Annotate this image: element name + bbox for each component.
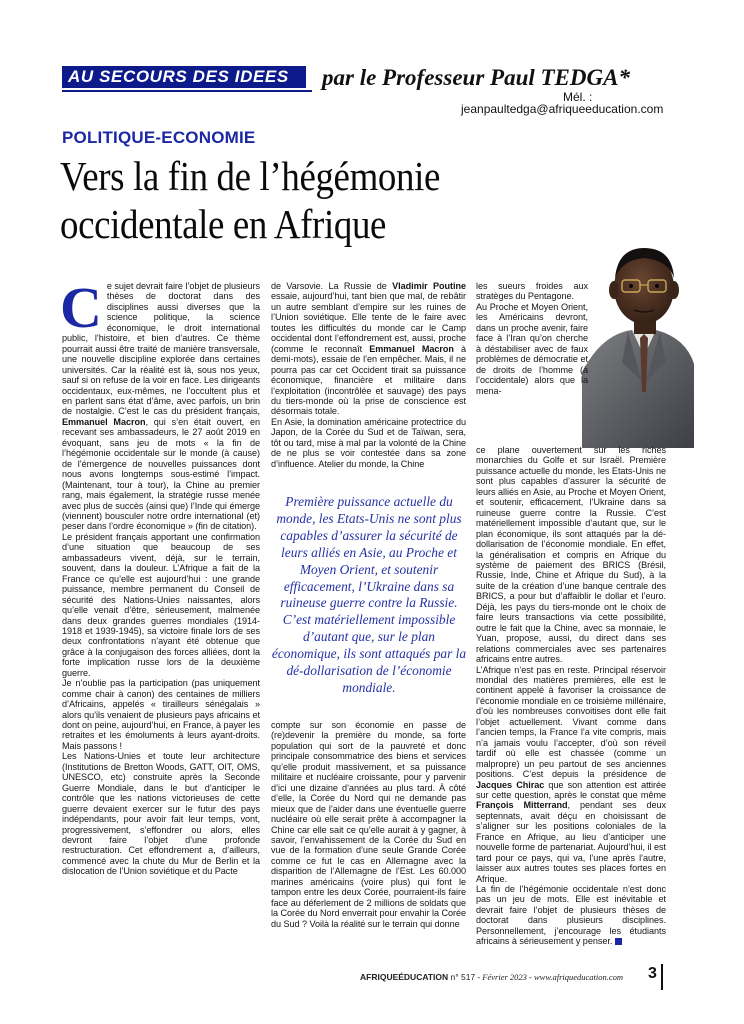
paragraph: de Varsovie. La Russie de Vladimir Poutine essaie, aujourd’hui, tant bien que mal, de rebâtir un autre semblant d’empire sur les ruines de l’Union soviétique. Elle tente de le faire avec toutes les difficultés du monde car le Camp occidental dont l’effondrement est, aussi, proche (comme le reconnaît Emmanuel Macron à demi-mots), essaie de l’en empêcher. Mais, il ne pourra pas car cet Occident tirait sa puissance économique, financière et militaire dans l’exploitation (incontrôlée et sauvage) des pays du tiers-monde où la prise de conscience est désormais totale. [271,281,467,417]
paragraph: e sujet devrait faire l’objet de plusieurs thèses de doctorat dans des disciplines aussi diverses que la science politique, la science économique, le droit international public, l’histoire, et bien d’autres. Ce thème pourrait aussi être traité de manière transversale, une nouvelle discipline explorée dans certaines universités. Car la réalité est là, sous nos yeux, sauf si on refuse de la voir en face. Les dirigeants occidentaux, eux-mêmes, ne l’occultent plus et en parlent sans état d’âme, avec parfois, un brin de nostalgie. C’est le cas du président français, Emmanuel Macron, qui s’en était ouvert, en recevant ses ambassadeurs, le 27 août 2019 en évoquant, sans jeu de mots « la fin de l’hégémonie occidentale sur le monde (à cause) de l’émergence de nouvelles puissances dont nous avons longtemps sous-estimé l’impact. (Maintenant, tour à tour), la Chine au premier rang, mais également, la stratégie russe menée avec plus de succès (ainsi que) l’Inde qui émerge (viennent) bousculer notre ordre international (et) peser dans l’ordre économique » (fin de citation). [62,281,260,532]
pull-quote: Première puissance actuelle du monde, les Etats-Unis ne sont plus capables d’assurer la sécurité de leurs alliés en Asie, au Proche et Moyen Orient, et soutenir efficacement, l’Ukraine dans sa ruineuse guerre contre la Russie. C’est matériellement impossible d’autant que, sur le plan économique, ils sont attaqués par la dé-dollarisation de l’économie mondiale. [271,494,467,695]
paragraph: L’Afrique n’est pas en reste. Principal réservoir mondial des matières premières, elle est le continent appelé à favoriser la croissance de l’économie mondiale en ce troisième millénaire, d’où les nombreuses convoitises dont elle fait l’objet actuellement. Vivant comme dans l’ancien temps, la France l’a vite compris, mais n’a jamais voulu l’accepter, d’où son réveil tardif où elle est chassée (comme un malpropre) un peu partout de ses anciennes positions. C’est depuis la présidence de Jacques Chirac que son attention est attirée sur cette question, après le constat que même François Mitterrand, pendant ses deux septennats, avait déçu en choisissant de s’aligner sur les positions coloniales de la France en Afrique, au lieu d’anticiper une nouvelle forme de partenariat. Aujourd’hui, il est tard pour ce pays, qui va, l’une après l’autre, laisser aux autres toutes ses places fortes en Afrique. [476,664,666,884]
paragraph: les sueurs froides aux stratèges du Pentagone. [476,281,588,302]
page-number: 3 [648,965,657,982]
person-name: François Mitterrand [476,800,568,811]
paragraph: Au Proche et Moyen Orient, les Américains devront, dans un proche avenir, faire face à l’Iran qu’on cherche à déstabiliser avec de faux problèmes de démocratie et de droits de l’homme (à l’occidentale) alors que la mena- [476,301,588,396]
paragraph: compte sur son économie en passe de (re)devenir la première du monde, sa forte population qui sort de la pauvreté et donc principale consommatrice des biens et services qu’elle produit massivement, et sa puissance militaire et nucléaire croissante, pour y parvenir d’ici une dizaine d’années au plus tard. À côté d’elle, la Corée du Nord qui ne demande pas mieux que de l’aider dans une éventuelle guerre nucléaire où elle serait prête à accompagner la Chine car elle sait ce qu’elle aurait à y gagner, à savoir, l’envahissement de la Corée du Sud en vue de la formation d’une seule Grande Corée comme ce fut le cas en Allemagne avec la disparition de l’Allemagne de l’Est. Les 60.000 marines américains (voire plus) qui font le tampon entre les deux Corée, pourraient-ils faire face au déferlement de 2 millions de soldats que la Corée du Nord enverrait pour envahir la Corée du Sud ? Voilà la réalité sur le terrain qui donne [271,720,466,929]
article-column-3-bottom [476,445,666,947]
paragraph: La fin de l’hégémonie occidentale n’est donc pas un jeu de mots. Elle est inévitable et devrait faire l’objet de plusieurs thèses de doctorat dans plusieurs disciplines. Personnellement, j’encourage les étudiants africains à sérieusement y penser. [476,884,666,947]
article-column-2-top [271,281,466,469]
article-kicker: POLITIQUE-ECONOMIE [62,128,256,147]
page-footer [360,971,623,983]
person-name: Emmanuel Macron [62,416,146,427]
paragraph: ce plane ouvertement sur les riches monarchies du Golfe et sur Israël. Première puissance actuelle du monde, les Etats-Unis ne sont plus capables d’assurer la sécurité de leurs alliés en Asie, au Proche et Moyen Orient, et soutenir, efficacement, l’Ukraine dans sa ruineuse guerre contre la Russie. C’est matériellement impossible d’autant que, sur le plan économique, ils sont attaqués par la dé-dollarisation de l’économie mondiale. En effet, la généralisation et compris en Afrique du système de paiement des BRICS (Brésil, Russie, Inde, Chine et Afrique du Sud), à la suite de la création d’une banque centrale des BRICS, a pour but d’affaiblir le dollar et l’euro. Déjà, les pays du tiers-monde ont le choix de faire leurs transactions via cette possibilité, outre le fait que la Chine, avec sa monnaie, le Yuan, propose, aussi, du direct dans ses relations commerciales avec ses partenaires africains entre autres. [476,445,666,665]
email-address: jeanpaultedga@afriqueeducation.com [461,102,664,116]
person-name: Vladimir Poutine [392,281,467,291]
page-number-rule [661,964,663,990]
publication-name: AFRIQUEÉDUCATION [360,972,449,982]
article-column-1 [60,275,260,877]
paragraph: Je n’oublie pas la participation (pas uniquement comme chair à canon) des centaines de milliers d’Africains, appelés « tirailleurs sénégalais » alors qu’ils venaient de plusieurs pays africains et dont on peine, aujourd’hui, en France, à payer les retraites et les émoluments à leurs ayant-droits. Mais passons ! [62,678,260,751]
drop-cap: C [60,275,102,340]
author-byline: par le Professeur Paul TEDGA* [322,65,630,90]
paragraph: En Asie, la domination américaine protectrice du Japon, de la Corée du Sud et de Taïwan, sera, tôt ou tard, mise à mal par la volonté de la Chine de ne plus se voir contestée dans sa zone d’influence. Atelier du monde, la Chine [271,416,466,469]
issue-date-site: - Février 2023 - www.afriqueducation.com [475,972,624,982]
section-rule [62,90,312,92]
person-name: Jacques Chirac [476,779,545,790]
article-column-3-top [476,281,588,396]
paragraph: Le président français apportant une confirmation d’une situation que beaucoup de ses ambassadeurs vivent, déjà, sur le terrain, souvent, dans la douleur. L’Afrique a fait de la France ce qu’elle est aujourd’hui : une grande puissance, membre permanent du Conseil de sécurité des Nations-Unies naissantes, alors qu’elle venait d’être, sérieusement, malmenée dans deux grandes guerres mondiales (1914-1918 et 1939-1945), sa victoire finale lors de ses deux confrontations n’ayant été obtenue que grâce à la conjugaison des forces alliées, dont la forte implication russe lors de la deuxième guerre. [62,531,260,678]
email-label: Mél. : [563,90,593,104]
author-portrait [582,222,694,448]
article-column-2-bottom [271,720,466,929]
section-tag: AU SECOURS DES IDEES [62,66,306,88]
person-name: Emmanuel Macron [369,343,454,354]
issue-number: n° 517 [450,972,476,982]
end-of-article-mark [615,938,622,945]
paragraph: Les Nations-Unies et toute leur architecture (Institutions de Bretton Woods, GATT, OIT, OMS, UNESCO, etc) construite après la Seconde Guerre Mondiale, dans le but d’anticiper le contrôle que les nations victorieuses de cette guerre devaient exercer sur le futur des pays indépendants, pour avoir fait leur temps, vont, progressivement, s’effondrer ou alors, elles devront faire l’objet d’une profonde restructuration. Cet effondrement a, d’ailleurs, commencé avec la chute du Mur de Berlin et la dislocation de l’Union soviétique et du Pacte [62,751,260,877]
article-title: Vers la fin de l’hégémonie occidentale en Afrique [60,153,441,247]
